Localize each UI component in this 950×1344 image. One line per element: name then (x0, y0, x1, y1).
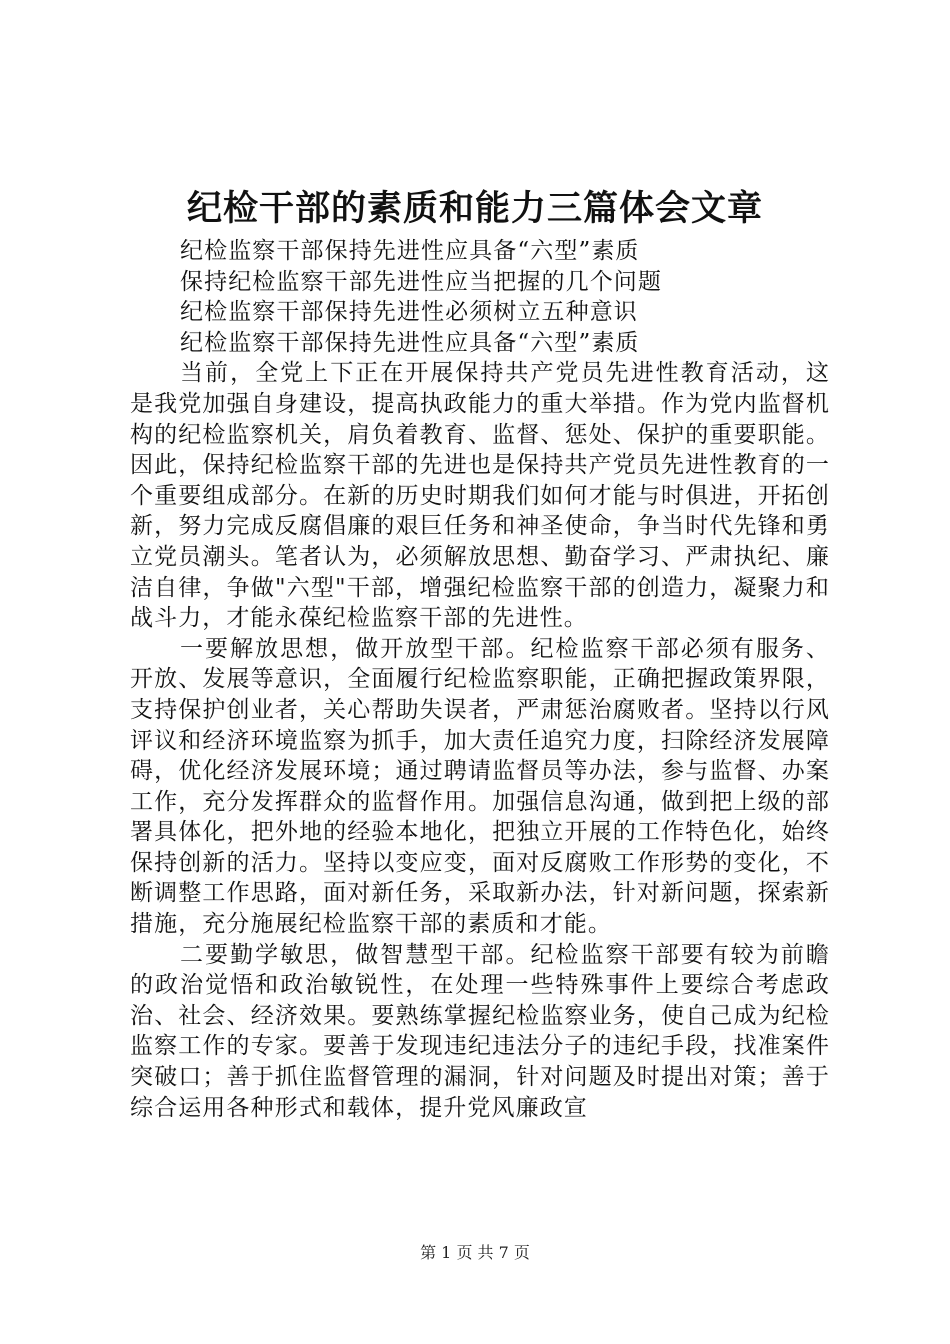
body-paragraph: 一要解放思想，做开放型干部。纪检监察干部必须有服务、开放、发展等意识，全面履行纪检监察职能，正确把握政策界限，支持保护创业者，关心帮助失误者，严肃惩治腐败者。坚持以行风评议和经济环境监察为抓手，加大责任追究力度，扫除经济发展障碍，优化经济发展环境；通过聘请监督员等办法，参与监督、办案工作，充分发挥群众的监督作用。加强信息沟通，做到把上级的部署具体化，把外地的经验本地化，把独立开展的工作特色化，始终保持创新的活力。坚持以变应变，面对反腐败工作形势的变化，不断调整工作思路，面对新任务，采取新办法，针对新问题，探索新措施，充分施展纪检监察干部的素质和才能。 (130, 635, 830, 938)
page-number-footer: 第 1 页 共 7 页 (420, 1243, 530, 1262)
toc-item: 纪检监察干部保持先进性必须树立五种意识 (180, 299, 638, 326)
toc-item: 保持纪检监察干部先进性应当把握的几个问题 (180, 268, 662, 295)
document-body (130, 236, 830, 1123)
toc-item: 纪检监察干部保持先进性应具备“六型”素质 (180, 238, 640, 264)
body-paragraph: 当前，全党上下正在开展保持共产党员先进性教育活动，这是我党加强自身建设，提高执政能力的重大举措。作为党内监督机构的纪检监察机关，肩负着教育、监督、惩处、保护的重要职能。因此，保持纪检监察干部的先进也是保持共产党员先进性教育的一个重要组成部分。在新的历史时期我们如何才能与时俱进，开拓创新，努力完成反腐倡廉的艰巨任务和神圣使命，争当时代先锋和勇立党员潮头。笔者认为，必须解放思想、勤奋学习、严肃执纪、廉洁自律，争做"六型"干部，增强纪检监察干部的创造力，凝聚力和战斗力，才能永葆纪检监察干部的先进性。 (130, 360, 830, 632)
document-title: 纪检干部的素质和能力三篇体会文章 (186, 188, 763, 229)
toc-item: 纪检监察干部保持先进性应具备“六型”素质 (180, 329, 640, 356)
body-paragraph: 二要勤学敏思，做智慧型干部。纪检监察干部要有较为前瞻的政治觉悟和政治敏锐性，在处理一些特殊事件上要综合考虑政治、社会、经济效果。要熟练掌握纪检监察业务，使自己成为纪检监察工作的专家。要善于发现违纪违法分子的违纪手段，找准案件突破口；善于抓住监督管理的漏洞，针对问题及时提出对策；善于综合运用各种形式和载体，提升党风廉政宣 (130, 941, 830, 1121)
